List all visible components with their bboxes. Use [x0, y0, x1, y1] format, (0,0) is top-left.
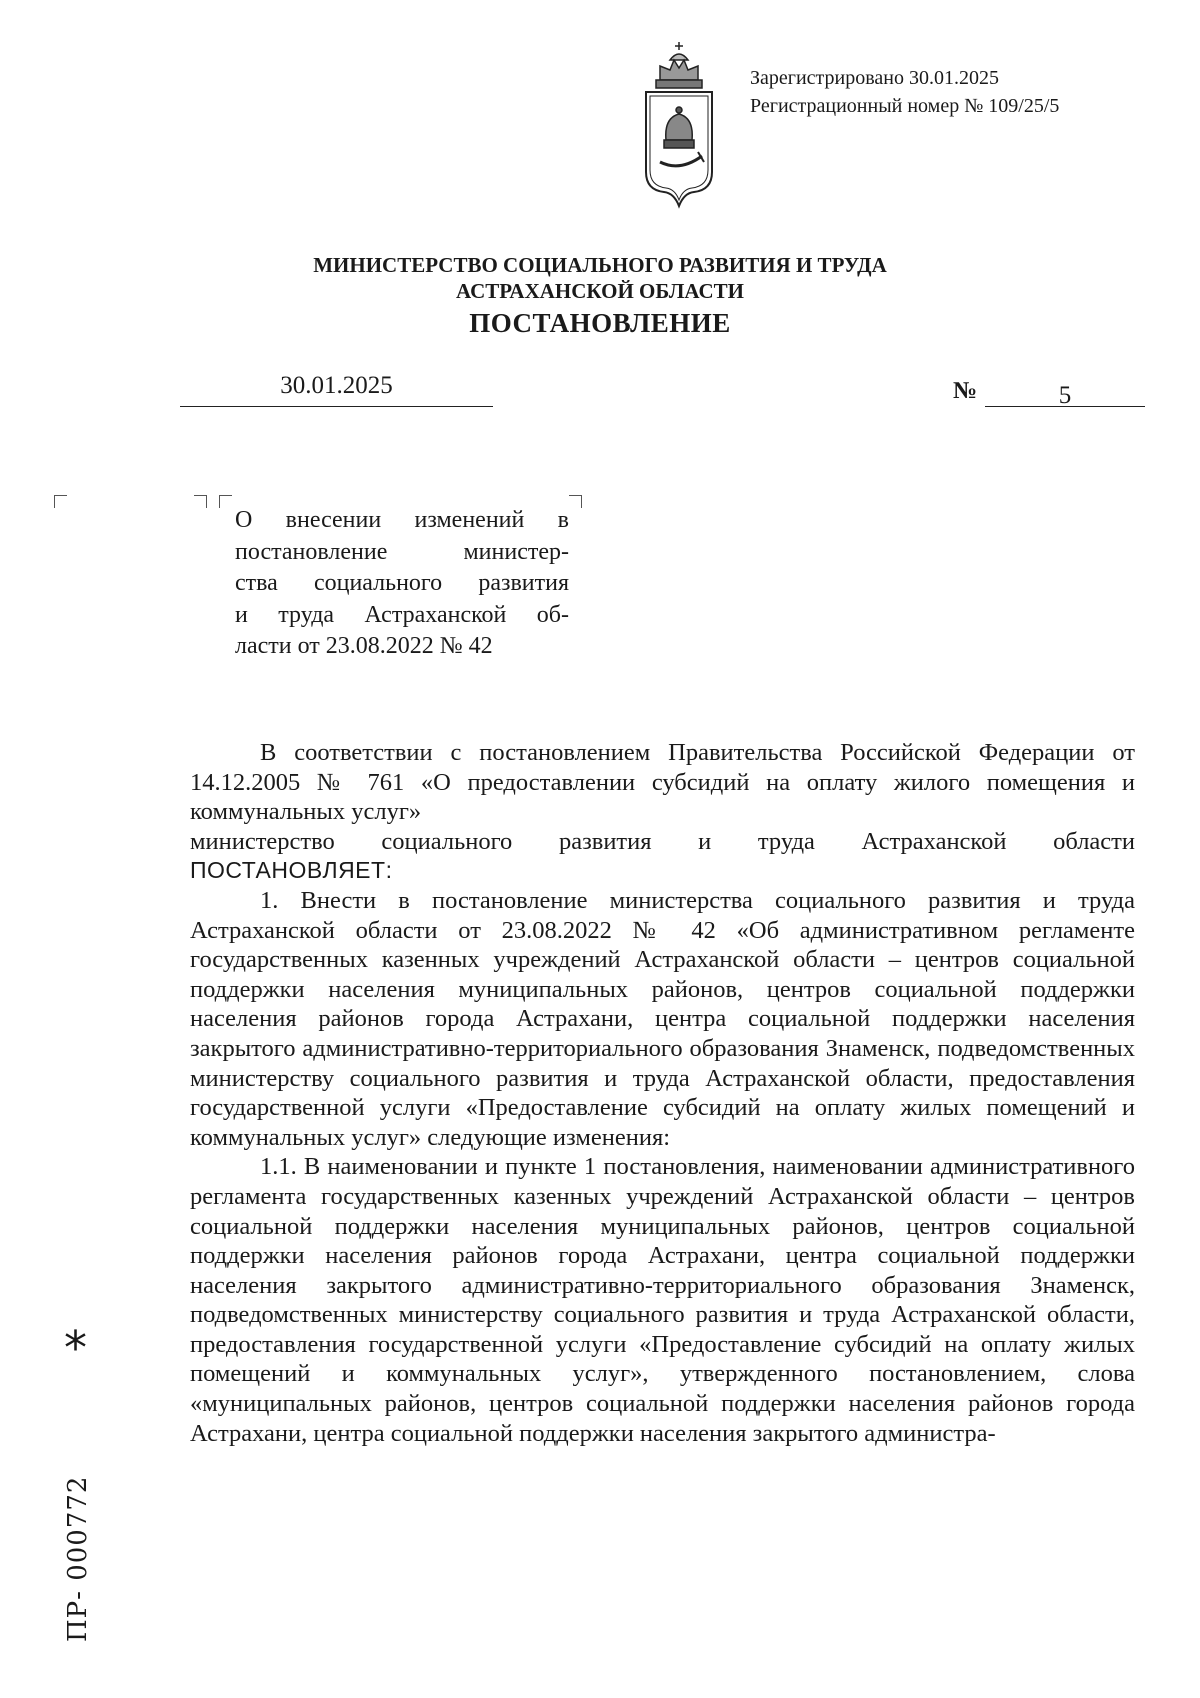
date-underline	[180, 406, 493, 407]
subject-line: О внесении изменений в	[235, 507, 569, 533]
corner-mark-left	[54, 495, 67, 508]
resolves-line: ПОСТАНОВЛЯЕТ:	[190, 857, 393, 884]
document-body	[190, 738, 1135, 1448]
registration-stamp	[750, 64, 1059, 120]
document-date: 30.01.2025	[280, 372, 393, 399]
preamble-paragraph: В соответствии с постановлением Правительства Российской Федерации от 14.12.2005 № 761 «О предоставлении субсидий на оплату жилого помещения и коммунальных услуг»	[190, 739, 1135, 826]
number-underline	[985, 406, 1145, 407]
subject-line: постановление министер-	[235, 538, 569, 565]
registration-date: Зарегистрировано 30.01.2025	[750, 67, 1000, 89]
ministry-name-line2: АСТРАХАНСКОЙ ОБЛАСТИ	[455, 279, 745, 303]
registration-number: Регистрационный номер № 109/25/5	[750, 95, 1060, 117]
subject-line: ласти от 23.08.2022 № 42	[235, 633, 493, 659]
form-serial-number: ПР- 000772	[63, 1475, 93, 1642]
subject-line: ства социального развития	[235, 570, 569, 596]
coat-of-arms-emblem	[640, 40, 718, 210]
paragraph-1: 1. Внести в постановление министерства социального развития и труда Астраханской области от 23.08.2022 № 42 «Об административном регламенте государственных казенных учреждений Астраханской области – центров социальной поддержки населения муниципальных районов, центров социальной поддержки населения районов города Астрахани, центра социальной поддержки населения закрытого административно-территориального образования Знаменск, подведомственных министерству социального развития и труда Астраханской области, предоставления государственной услуги «Предоставление субсидий на оплату жилых помещений и коммунальных услуг» следующие изменения:	[190, 886, 1135, 1151]
corner-mark-mid-left	[219, 495, 232, 508]
coat-of-arms-icon	[640, 40, 718, 210]
subject-line: и труда Астраханской об-	[235, 601, 569, 628]
corner-mark-right	[569, 495, 582, 508]
margin-asterisk: *	[64, 1321, 87, 1375]
ministry-line: министерство социального развития и труда Астраханской области	[190, 827, 1135, 855]
document-number: 5	[1058, 382, 1072, 409]
corner-mark-mid-right	[194, 495, 207, 508]
paragraph-1-1: 1.1. В наименовании и пункте 1 постановления, наименовании административного регламента государственных казенных учреждений Астраханской области – центров социальной поддержки населения муниципальных районов, центров социальной поддержки населения районов города Астрахани, центра социальной поддержки населения закрытого административно-территориального образования Знаменск, подведомственных министерству социального развития и труда Астраханской области, предоставления государственной услуги «Предоставление субсидий на оплату жилых помещений и коммунальных услуг», утвержденного постановлением, слова «муниципальных районов, центров социальной поддержки населения районов города Астрахани, центра социальной поддержки населения закрытого администра-	[190, 1153, 1135, 1447]
number-sign: №	[953, 378, 978, 404]
document-subject	[235, 505, 569, 663]
document-type-title: ПОСТАНОВЛЕНИЕ	[469, 308, 731, 338]
ministry-name-line1: МИНИСТЕРСТВО СОЦИАЛЬНОГО РАЗВИТИЯ И ТРУДА	[313, 253, 887, 277]
